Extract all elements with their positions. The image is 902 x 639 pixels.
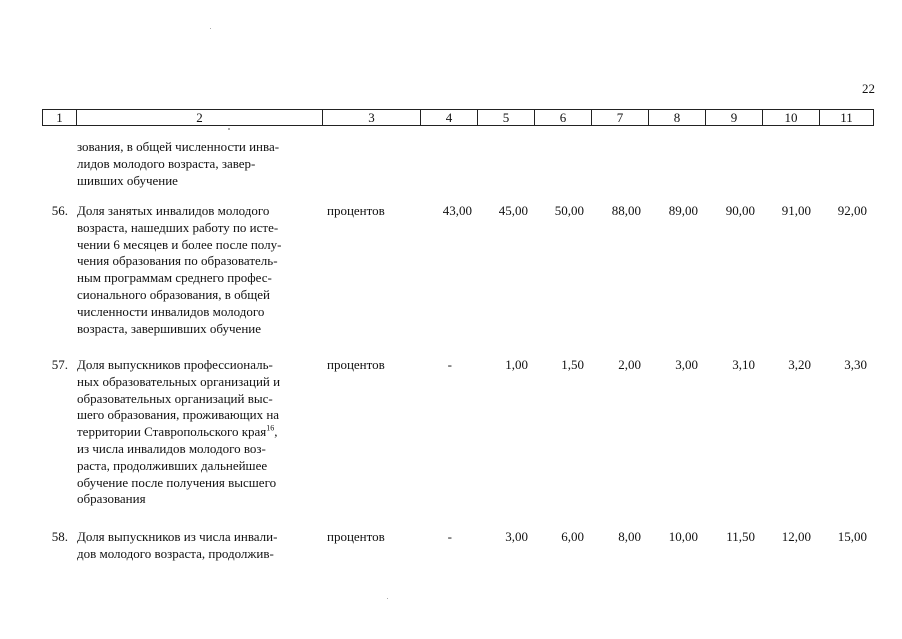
value-col-9: 3,10 (732, 357, 755, 372)
text-line: дов молодого возраста, продолжив- (77, 545, 274, 561)
header-col-1: 1 (42, 109, 76, 126)
text-line: возраста, нашедших работу по исте- (77, 219, 279, 235)
text-line: Доля выпускников профессиональ- (77, 357, 273, 372)
continued-row-description (77, 139, 318, 189)
value-col-6: 50,00 (554, 203, 584, 218)
unit-label: процентов (327, 529, 385, 544)
text-line: Доля занятых инвалидов молодого (77, 203, 270, 218)
text-line: Доля выпускников из числа инвали- (77, 529, 278, 544)
header-col-6: 6 (534, 109, 591, 126)
row-number: 58. (51, 529, 68, 544)
row-number: 56. (51, 203, 68, 218)
text-line: чения образования по образователь- (77, 253, 278, 269)
text-line: из числа инвалидов молодого воз- (77, 440, 266, 456)
row-description (77, 203, 318, 337)
value-col-8: 3,00 (675, 357, 698, 372)
footnote-mark: 16 (266, 423, 275, 433)
header-col-11: 11 (819, 109, 874, 126)
value-col-7: 88,00 (611, 203, 641, 218)
value-col-11: 3,30 (844, 357, 867, 372)
text-line: шивших обучение (77, 172, 178, 188)
value-col-6: 1,50 (561, 357, 584, 372)
scan-speck (228, 128, 230, 130)
value-col-5: 45,00 (498, 203, 528, 218)
value-col-8: 89,00 (668, 203, 698, 218)
value-col-5: 1,00 (505, 357, 528, 372)
value-col-6: 6,00 (561, 529, 584, 544)
value-col-7: 2,00 (618, 357, 641, 372)
value-col-11: 92,00 (837, 203, 867, 218)
value-col-4: - (447, 357, 452, 372)
value-col-9: 90,00 (725, 203, 755, 218)
scan-speck (387, 598, 388, 599)
header-col-7: 7 (591, 109, 648, 126)
header-col-5: 5 (477, 109, 534, 126)
header-col-8: 8 (648, 109, 705, 126)
page-number: 22 (862, 81, 875, 96)
text-line: возраста, завершивших обучение (77, 320, 262, 336)
text-line: зования, в общей численности инва- (77, 139, 280, 154)
row-description (77, 529, 318, 563)
text-line: шего образования, проживающих на (77, 407, 280, 423)
value-col-11: 15,00 (837, 529, 867, 544)
value-col-10: 3,20 (788, 357, 811, 372)
value-col-10: 12,00 (781, 529, 811, 544)
unit-label: процентов (327, 203, 385, 218)
value-col-4: 43,00 (442, 203, 472, 218)
text-line: раста, продолживших дальнейшее (77, 457, 268, 473)
row-number: 57. (51, 357, 68, 372)
text-line: ным программам среднего профес- (77, 270, 272, 286)
text-line: лидов молодого возраста, завер- (77, 155, 256, 171)
value-col-5: 3,00 (505, 529, 528, 544)
unit-label: процентов (327, 357, 385, 372)
text-line: ных образовательных организаций и (77, 373, 281, 389)
value-col-9: 11,50 (726, 529, 755, 544)
text-line: образования (77, 491, 146, 507)
value-col-4: - (447, 529, 452, 544)
text-line: территории Ставропольского края$^{16}$, (77, 423, 278, 440)
header-col-2: 2 (76, 109, 322, 126)
text-line: сионального образования, в общей (77, 286, 271, 302)
scan-speck (210, 28, 211, 29)
header-col-10: 10 (762, 109, 819, 126)
text-line: численности инвалидов молодого (77, 303, 265, 319)
text-line: чении 6 месяцев и более после полу- (77, 236, 282, 252)
text-line: образовательных организаций выс- (77, 390, 273, 406)
header-col-4: 4 (420, 109, 477, 126)
header-col-9: 9 (705, 109, 762, 126)
value-col-7: 8,00 (618, 529, 641, 544)
row-description (77, 357, 318, 508)
value-col-10: 91,00 (781, 203, 811, 218)
text-line: обучение после получения высшего (77, 474, 277, 490)
value-col-8: 10,00 (668, 529, 698, 544)
header-col-3: 3 (322, 109, 420, 126)
